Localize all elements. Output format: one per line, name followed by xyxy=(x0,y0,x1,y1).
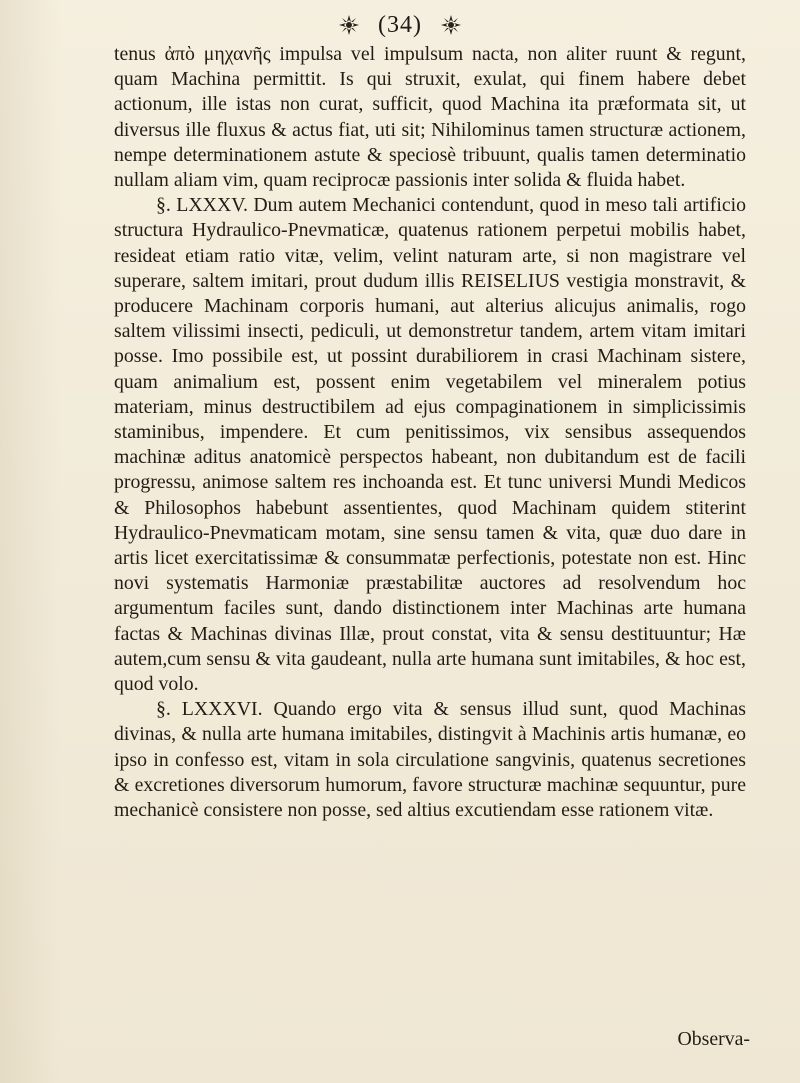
page-number: (34) xyxy=(378,11,422,38)
page-gutter-shadow xyxy=(0,0,60,1083)
floral-ornament-icon xyxy=(440,14,462,36)
page-header xyxy=(0,8,800,42)
paragraph-section-85: §. LXXXV. Dum autem Mechanici contendunt, quod in meso tali artificio structura Hydraulico-Pnevmaticæ, quatenus rationem perpetui mobilis habet, resideat etiam ratio vitæ, velim, velint naturam arte, si non magistrare vel superare, saltem imitari, prout dudum illis REISELIUS vestigia monstravit, & producere Machinam corporis humani, aut alterius alicujus animalis, rogo saltem vilissimi insecti, pediculi, ut demonstretur tandem, artem vitam imitari posse. Imo possibile est, ut possint durabiliorem in crasi Machinam sistere, quam animalium est, possent enim vegetabilem vel mineralem potius materiam, minus destructibilem ad ejus compaginationem in simplicissimis staminibus, impendere. Et cum penitissimos, vix sensibus assequendos machinæ aditus anatomicè perspectos habeant, non dubitandum est de facili progressu, animose saltem res inchoanda est. Et tunc universi Mundi Medicos & Philosophos habebunt assentientes, quod Machinam quidem stiterint Hydraulico-Pnevmaticam motam, sine sensu tamen & vita, quæ duo dare in artis licet exercitatissimæ & consummatæ perfectionis, potestate non est. Hinc novi systematis Harmoniæ præstabilitæ auctores ad resolvendum hoc argumentum faciles sunt, dando distinctionem inter Machinas arte humana factas & Machinas divinas Illæ, prout constat, vita & sensu destituuntur; Hæ autem,cum sensu & vita gaudeant, nulla arte humana sunt imitabiles, & hoc est, quod volo. xyxy=(114,194,746,696)
body-text xyxy=(114,42,746,823)
paragraph-section-86: §. LXXXVI. Quando ergo vita & sensus illud sunt, quod Machinas divinas, & nulla arte humana imitabiles, distingvit à Machinis artis humanæ, eo ipso in confesso est, vitam in sola circulatione sangvinis, quatenus secretiones & excretiones diversorum humorum, favore structuræ machinæ sequuntur, pure mechanicè consistere non posse, sed altius excutiendam esse rationem vitæ. xyxy=(114,698,746,822)
catchword: Observa- xyxy=(677,1028,750,1050)
paragraph-continuation: tenus ἀπὸ μηχανῆς impulsa vel impulsum nacta, non aliter ruunt & regunt, quam Machina permittit. Is qui struxit, exulat, qui finem habere debet actionum, ille istas non curat, sufficit, quod Machina ita præformata sit, ut diversus ille fluxus & actus fiat, uti sit; Nihilominus tamen structuræ actionem, nempe determinationem astute & speciosè tribuunt, qualis tamen determinatio nullam aliam vim, quam reciprocæ passionis inter solida & fluida habet. xyxy=(114,43,746,192)
floral-ornament-icon xyxy=(338,14,360,36)
